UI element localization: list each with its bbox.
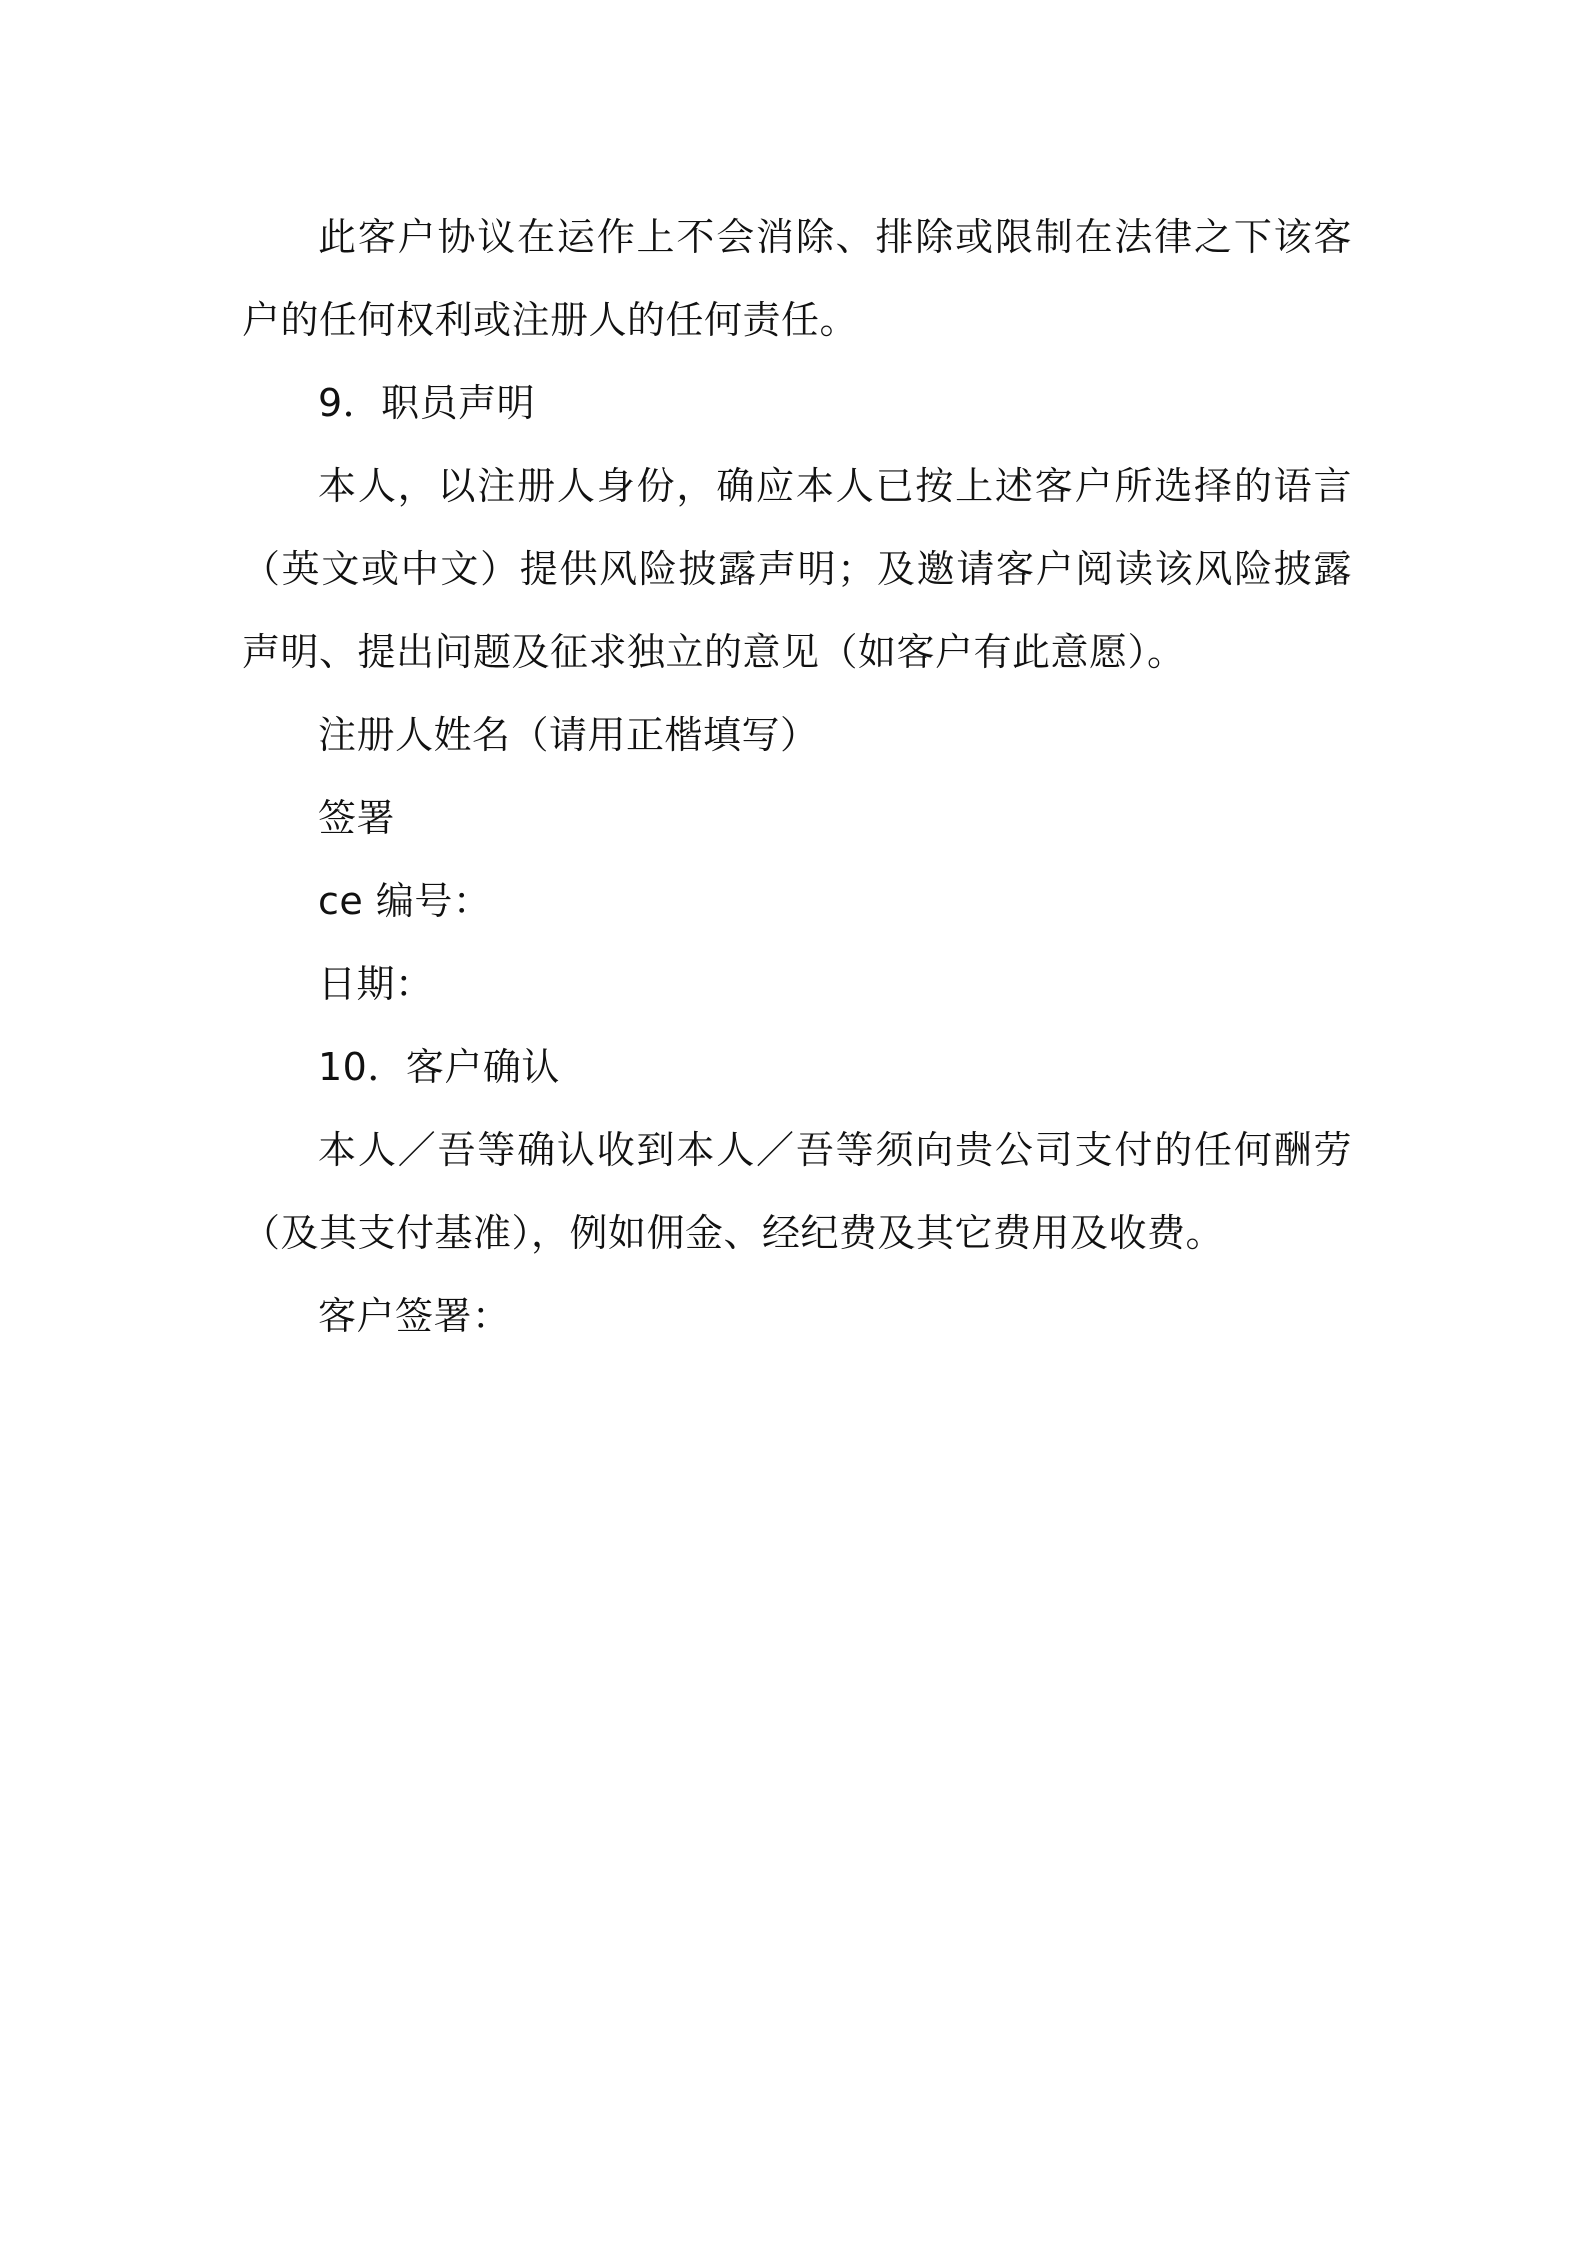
client-signature-label: 客户签署： (318, 1294, 511, 1338)
client-confirmation-paragraph: 本人／吾等确认收到本人／吾等须向贵公司支付的任何酬劳（及其支付基准），例如佣金、经纪费及其它费用及收费。 (242, 1128, 1352, 1255)
clause-paragraph: 此客户协议在运作上不会消除、排除或限制在法律之下该客户的任何权利或注册人的任何责任。 (242, 215, 1352, 342)
signature-label: 签署 (318, 796, 396, 840)
registrant-name-label: 注册人姓名（请用正楷填写） (318, 713, 819, 757)
staff-declaration-paragraph: 本人，以注册人身份，确应本人已按上述客户所选择的语言（英文或中文）提供风险披露声明；及邀请客户阅读该风险披露声明、提出问题及征求独立的意见（如客户有此意愿）。 (242, 464, 1352, 674)
date-label: 日期： (318, 962, 434, 1006)
document-body (242, 196, 1352, 1358)
section-heading-client-confirmation: 10．客户确认 (318, 1045, 560, 1089)
ce-number-label: ce 编号： (318, 879, 492, 923)
section-heading-staff-declaration: 9．职员声明 (318, 381, 536, 425)
